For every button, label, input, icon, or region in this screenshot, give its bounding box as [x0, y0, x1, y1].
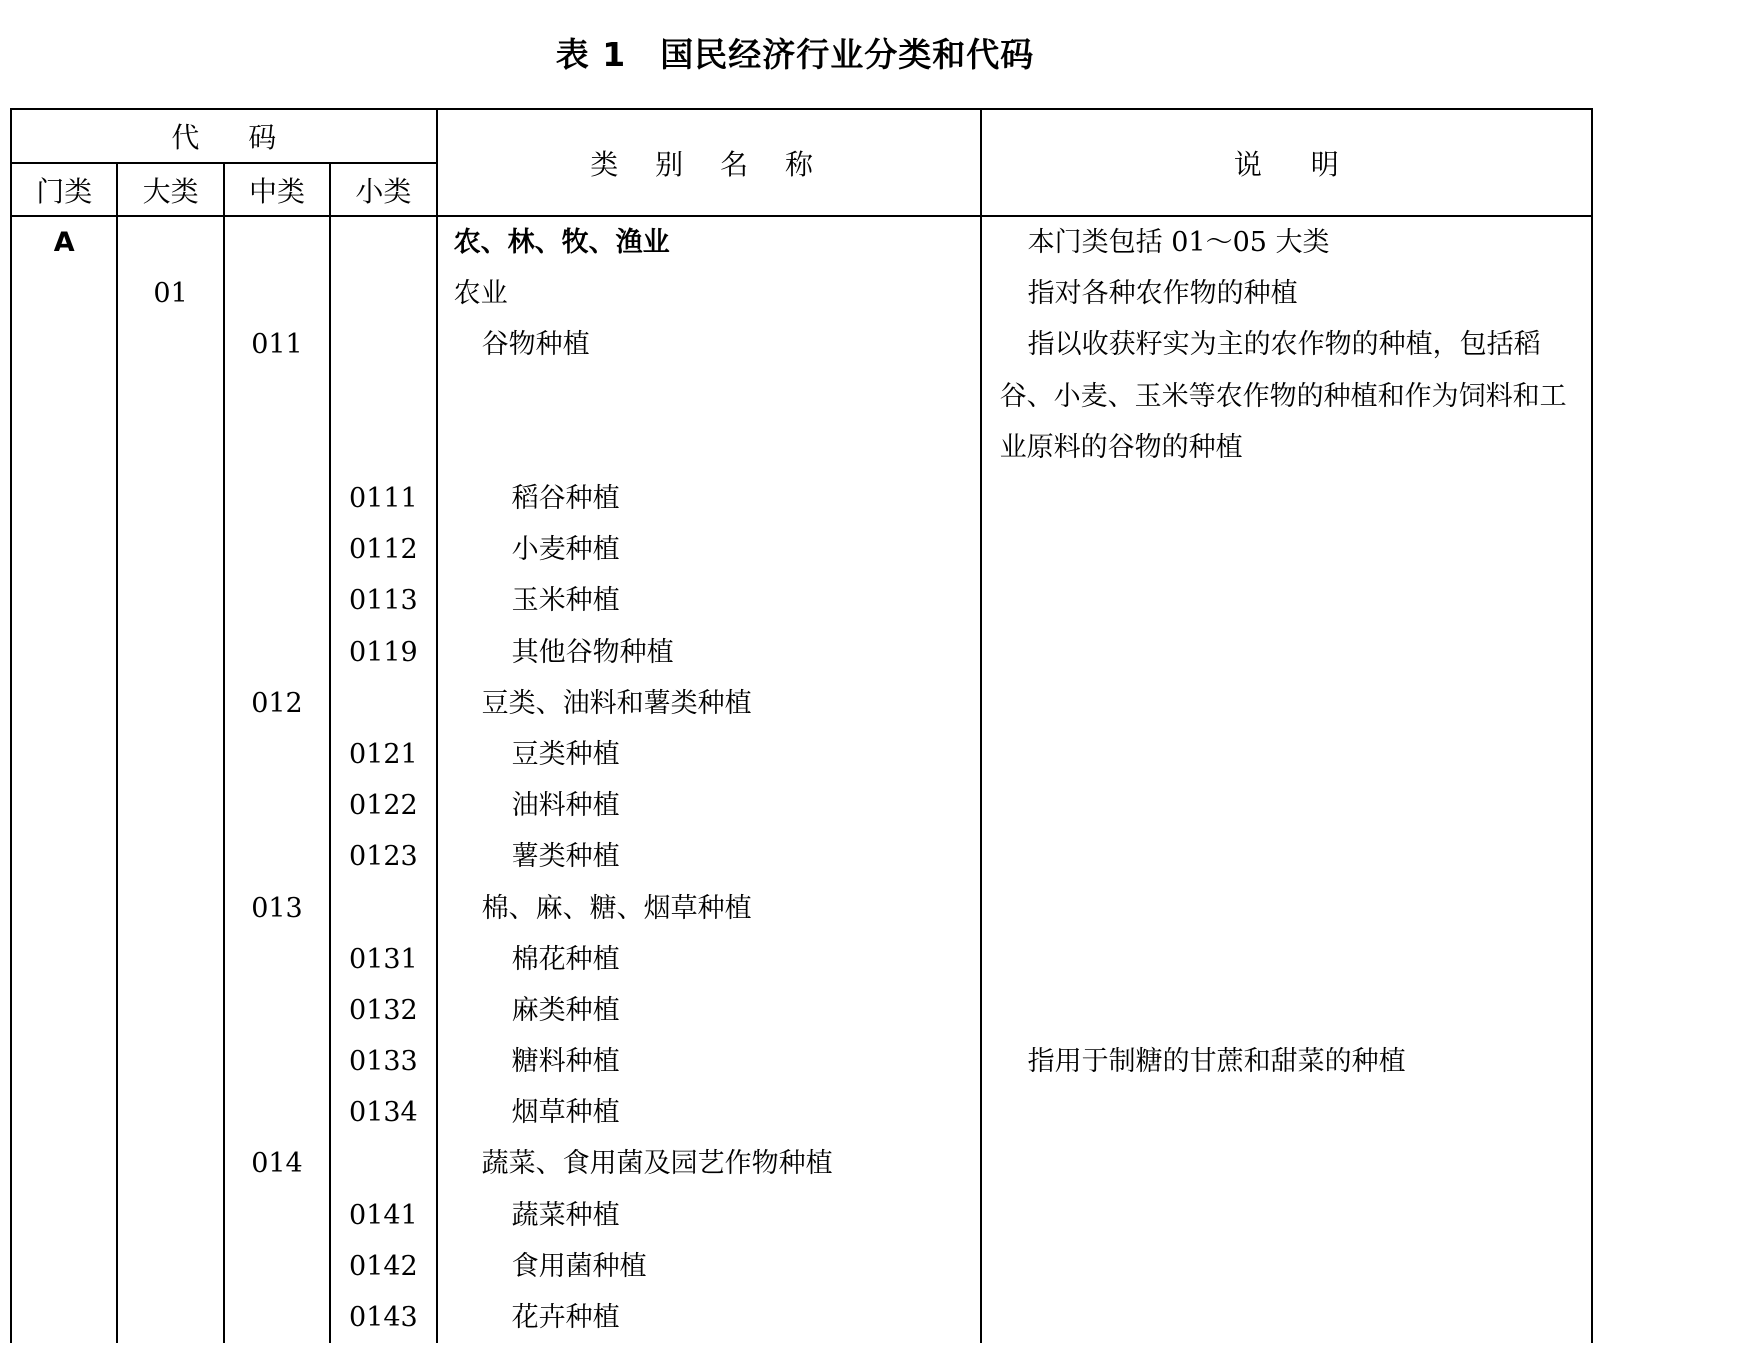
category-description [981, 678, 1592, 729]
table-row [11, 780, 1592, 831]
category-description [981, 831, 1592, 882]
division-code [117, 473, 223, 524]
empty-cell [330, 371, 436, 422]
table-row [11, 1138, 1592, 1189]
category-description [981, 1138, 1592, 1189]
group-code [224, 1087, 330, 1138]
table-row [11, 883, 1592, 934]
category-description [981, 524, 1592, 575]
category-name: 棉花种植 [437, 934, 981, 985]
category-name: 小麦种植 [437, 524, 981, 575]
category-description [981, 883, 1592, 934]
group-code: 012 [224, 678, 330, 729]
division-code [117, 319, 223, 370]
category-name: 烟草种植 [437, 1087, 981, 1138]
empty-cell [224, 371, 330, 422]
class-code [330, 678, 436, 729]
table-row [11, 678, 1592, 729]
section-code [11, 1292, 117, 1343]
table-number: 表 1 [555, 35, 627, 74]
division-code [117, 627, 223, 678]
table-row [11, 831, 1592, 882]
group-code [224, 268, 330, 319]
class-code [330, 1138, 436, 1189]
category-name: 食用菌种植 [437, 1241, 981, 1292]
division-code [117, 524, 223, 575]
class-code: 0142 [330, 1241, 436, 1292]
class-code: 0134 [330, 1087, 436, 1138]
class-code [330, 883, 436, 934]
division-code [117, 216, 223, 268]
section-code [11, 524, 117, 575]
section-code [11, 883, 117, 934]
class-code [330, 319, 436, 370]
table-row [11, 627, 1592, 678]
division-code [117, 1241, 223, 1292]
category-name: 蔬菜、食用菌及园艺作物种植 [437, 1138, 981, 1189]
section-code [11, 473, 117, 524]
category-name: 稻谷种植 [437, 473, 981, 524]
division-code: 01 [117, 268, 223, 319]
empty-cell [11, 371, 117, 422]
group-code [224, 1036, 330, 1087]
group-code [224, 216, 330, 268]
category-name: 花卉种植 [437, 1292, 981, 1343]
group-column-header: 中类 [224, 163, 330, 216]
division-code [117, 1087, 223, 1138]
division-code [117, 831, 223, 882]
empty-cell [11, 422, 117, 473]
table-row [11, 319, 1592, 370]
section-code [11, 985, 117, 1036]
category-description: 指以收获籽实为主的农作物的种植，包括稻谷、小麦、玉米等农作物的种植和作为饲料和工业原料的谷物的种植 [981, 319, 1592, 473]
category-name: 谷物种植 [437, 319, 981, 370]
group-code: 014 [224, 1138, 330, 1189]
section-code [11, 780, 117, 831]
table-header [11, 109, 1592, 216]
section-code [11, 1241, 117, 1292]
table-row [11, 985, 1592, 1036]
section-code [11, 319, 117, 370]
category-description [981, 627, 1592, 678]
division-code [117, 934, 223, 985]
table-row [11, 268, 1592, 319]
table-row [11, 1190, 1592, 1241]
description-column-header: 说 明 [981, 109, 1592, 216]
section-code: A [11, 216, 117, 268]
division-code [117, 780, 223, 831]
group-code: 013 [224, 883, 330, 934]
class-code: 0122 [330, 780, 436, 831]
category-name: 豆类、油料和薯类种植 [437, 678, 981, 729]
group-code: 011 [224, 319, 330, 370]
category-name: 麻类种植 [437, 985, 981, 1036]
class-code: 0141 [330, 1190, 436, 1241]
class-code: 0131 [330, 934, 436, 985]
class-column-header: 小类 [330, 163, 436, 216]
division-code [117, 985, 223, 1036]
category-description [981, 729, 1592, 780]
group-code [224, 985, 330, 1036]
code-group-header: 代 码 [11, 109, 437, 163]
class-code [330, 216, 436, 268]
name-column-header: 类 别 名 称 [437, 109, 981, 216]
class-code: 0121 [330, 729, 436, 780]
table-row [11, 524, 1592, 575]
empty-cell [224, 422, 330, 473]
category-description [981, 473, 1592, 524]
group-code [224, 575, 330, 626]
section-code [11, 268, 117, 319]
table-body [11, 216, 1592, 1343]
category-name: 其他谷物种植 [437, 627, 981, 678]
division-code [117, 1036, 223, 1087]
empty-cell [330, 422, 436, 473]
category-description [981, 1087, 1592, 1138]
group-code [224, 729, 330, 780]
category-name: 农、林、牧、渔业 [437, 216, 981, 268]
group-code [224, 1241, 330, 1292]
section-code [11, 627, 117, 678]
table-row [11, 575, 1592, 626]
category-description [981, 1292, 1592, 1343]
section-column-header: 门类 [11, 163, 117, 216]
category-name: 棉、麻、糖、烟草种植 [437, 883, 981, 934]
section-code [11, 1190, 117, 1241]
division-code [117, 1292, 223, 1343]
table-row [11, 473, 1592, 524]
table-row [11, 934, 1592, 985]
industry-classification-table [10, 108, 1593, 1343]
group-code [224, 627, 330, 678]
section-code [11, 1087, 117, 1138]
category-name: 蔬菜种植 [437, 1190, 981, 1241]
group-code [224, 473, 330, 524]
table-row [11, 1292, 1592, 1343]
category-description [981, 575, 1592, 626]
division-code [117, 575, 223, 626]
class-code: 0123 [330, 831, 436, 882]
empty-cell [437, 422, 981, 473]
class-code: 0111 [330, 473, 436, 524]
table-row [11, 1241, 1592, 1292]
class-code [330, 268, 436, 319]
table-title [0, 30, 1590, 80]
table-caption: 国民经济行业分类和代码 [660, 35, 1035, 74]
section-code [11, 934, 117, 985]
class-code: 0112 [330, 524, 436, 575]
table-row [11, 1087, 1592, 1138]
section-code [11, 1138, 117, 1189]
category-name: 农业 [437, 268, 981, 319]
category-name: 玉米种植 [437, 575, 981, 626]
category-description [981, 985, 1592, 1036]
section-code [11, 575, 117, 626]
table-row [11, 1036, 1592, 1087]
table-row [11, 216, 1592, 268]
division-code [117, 729, 223, 780]
group-code [224, 1190, 330, 1241]
class-code: 0133 [330, 1036, 436, 1087]
group-code [224, 1292, 330, 1343]
empty-cell [437, 371, 981, 422]
category-name: 薯类种植 [437, 831, 981, 882]
class-code: 0132 [330, 985, 436, 1036]
empty-cell [117, 371, 223, 422]
category-description [981, 934, 1592, 985]
section-code [11, 729, 117, 780]
class-code: 0119 [330, 627, 436, 678]
category-description [981, 1190, 1592, 1241]
category-name: 油料种植 [437, 780, 981, 831]
class-code: 0143 [330, 1292, 436, 1343]
division-code [117, 1138, 223, 1189]
category-name: 豆类种植 [437, 729, 981, 780]
group-code [224, 524, 330, 575]
table-row [11, 729, 1592, 780]
category-description: 指用于制糖的甘蔗和甜菜的种植 [981, 1036, 1592, 1087]
division-code [117, 1190, 223, 1241]
category-description [981, 1241, 1592, 1292]
section-code [11, 678, 117, 729]
category-description: 本门类包括 01～05 大类 [981, 216, 1592, 268]
group-code [224, 934, 330, 985]
class-code: 0113 [330, 575, 436, 626]
group-code [224, 831, 330, 882]
category-description [981, 780, 1592, 831]
group-code [224, 780, 330, 831]
empty-cell [117, 422, 223, 473]
section-code [11, 1036, 117, 1087]
division-column-header: 大类 [117, 163, 223, 216]
section-code [11, 831, 117, 882]
division-code [117, 678, 223, 729]
category-name: 糖料种植 [437, 1036, 981, 1087]
division-code [117, 883, 223, 934]
category-description: 指对各种农作物的种植 [981, 268, 1592, 319]
